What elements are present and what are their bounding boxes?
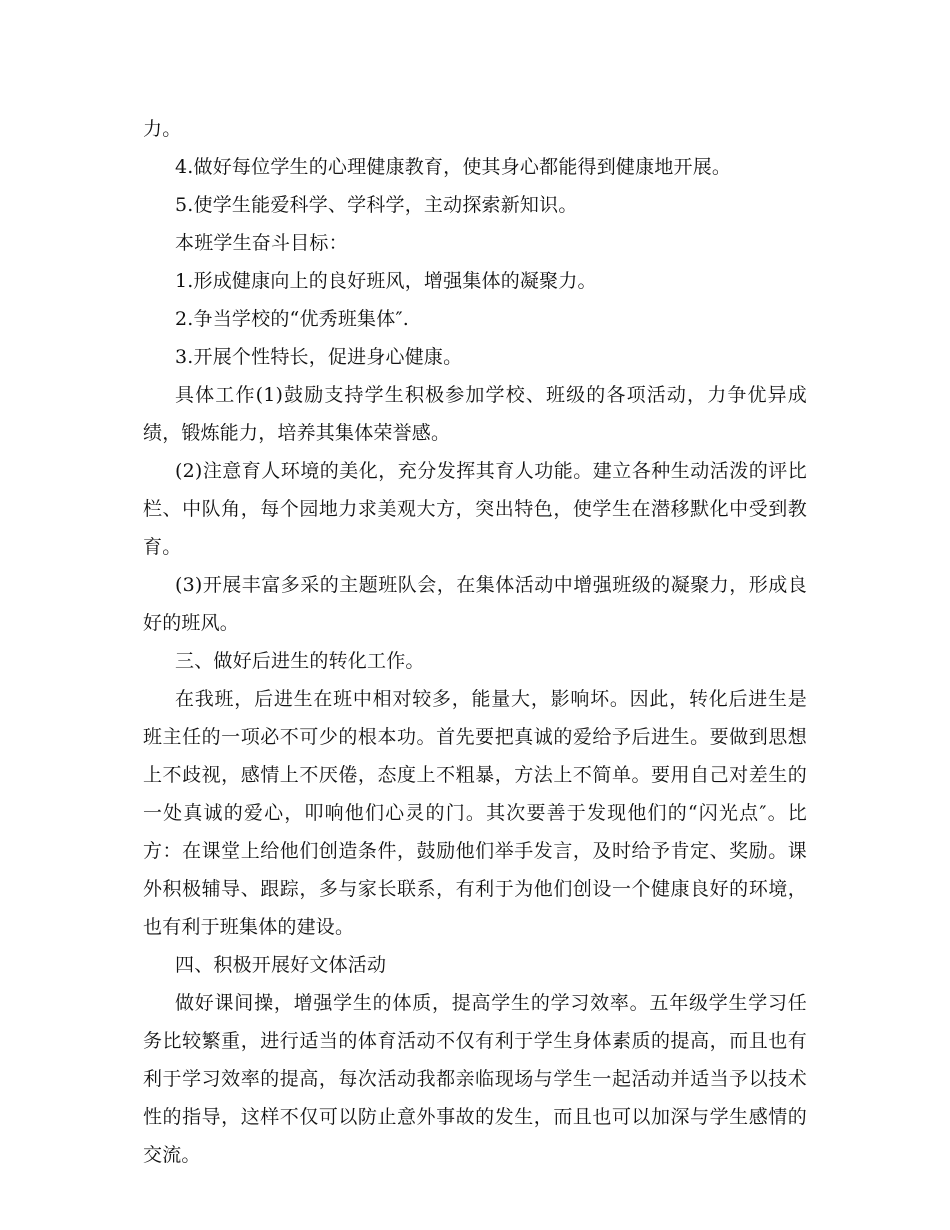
paragraph-continuation: 力。	[143, 118, 182, 140]
class-goal-3: 3.开展个性特长，促进身心健康。	[175, 346, 463, 368]
specific-work-3: (3)开展丰富多采的主题班队会，在集体活动中增强班级的凝聚力，形成良好的班风。	[143, 574, 807, 634]
specific-work-1: 具体工作(1)鼓励支持学生积极参加学校、班级的各项活动，力争优异成绩，锻炼能力，培养其集体荣誉感。	[143, 384, 807, 444]
section-heading-4: 四、积极开展好文体活动	[175, 954, 387, 976]
document-body	[143, 110, 807, 1174]
specific-work-2: (2)注意育人环境的美化，充分发挥其育人功能。建立各种生动活泼的评比栏、中队角，每个园地力求美观大方，突出特色，使学生在潜移默化中受到教育。	[143, 460, 807, 558]
goal-item-5: 5.使学生能爱科学、学科学，主动探索新知识。	[175, 194, 578, 216]
class-goals-heading: 本班学生奋斗目标：	[175, 232, 348, 254]
section-3-body: 在我班，后进生在班中相对较多，能量大，影响坏。因此，转化后进生是班主任的一项必不可少的根本功。首先要把真诚的爱给予后进生。要做到思想上不歧视，感情上不厌倦，态度上不粗暴，方法上不简单。要用自己对差生的一处真诚的爱心，叩响他们心灵的门。其次要善于发现他们的“闪光点″。比方：在课堂上给他们创造条件，鼓励他们举手发言，及时给予肯定、奖励。课外积极辅导、跟踪，多与家长联系，有利于为他们创设一个健康良好的环境，也有利于班集体的建设。	[143, 688, 807, 938]
section-4-body: 做好课间操，增强学生的体质，提高学生的学习效率。五年级学生学习任务比较繁重，进行适当的体育活动不仅有利于学生身体素质的提高，而且也有利于学习效率的提高，每次活动我都亲临现场与学生一起活动并适当予以技术性的指导，这样不仅可以防止意外事故的发生，而且也可以加深与学生感情的交流。	[143, 992, 807, 1166]
class-goal-1: 1.形成健康向上的良好班风，增强集体的凝聚力。	[175, 270, 597, 292]
class-goal-2: 2.争当学校的“优秀班集体″.	[175, 308, 409, 330]
section-heading-3: 三、做好后进生的转化工作。	[175, 650, 425, 672]
goal-item-4: 4.做好每位学生的心理健康教育，使其身心都能得到健康地开展。	[175, 156, 732, 178]
